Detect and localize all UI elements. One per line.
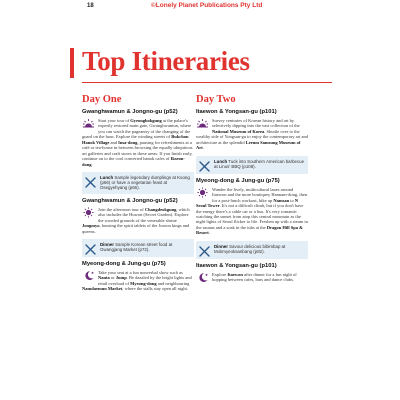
day-two-heading: Day Two	[196, 94, 236, 105]
day-two-column	[196, 94, 308, 288]
dinner-callout: Dinner Savour delicious bibimbap at Mokmyeoksanbang (p82).	[196, 241, 308, 259]
day-two-morning	[196, 109, 308, 151]
section-body: Take your seat at a fun nonverbal show such as Nanta or Jump. Be dazzled by the bright lights and retail overload of Myeong-dong and neighbouring Namdaemun Market, where the stalls stay open all night.	[82, 269, 192, 292]
sun-icon	[82, 118, 95, 129]
page-number: 18	[87, 3, 94, 9]
moon-icon	[82, 270, 95, 281]
section-heading: Myeong-dong & Jung-gu (p75)	[196, 177, 280, 184]
sun-rays-icon	[196, 187, 209, 198]
section-body: Explore Itaewon after dinner for a fun night of hopping between cafes, bars and dance clubs.	[196, 272, 308, 283]
section-body: Wander the lively, multicultural lanes around Itaewon and the more boutiquey Hannam-dong, then for a post-lunch workout, hike up Namsan to N Seoul Tower. It's not a difficult climb, but if you don't have the energy there's a cable car or a bus. It's very romantic watching the sunset from atop this central mountain as the night lights of Seoul flicker to life. Freshen up with a steam in the saunas and a soak in the tubs at the Dragon Hill Spa & Resort.	[196, 186, 308, 236]
fork-knife-icon	[198, 159, 211, 171]
lunch-callout: Lunch Tuck into Southern American barbecue at Linus' BBQ (p108).	[196, 156, 308, 174]
section-body: Survey centuries of Korean history and art by selectively dipping into the vast collection of the National Museum of Korea. Shuttle over to the wealthy side of Yongsan-gu to enjoy the contemporary art and architecture at the splendid Leeum Samsung Museum of Art.	[196, 118, 308, 151]
moon-icon	[196, 272, 209, 283]
fork-knife-icon	[84, 242, 97, 254]
fork-knife-icon	[84, 175, 97, 187]
copyright-notice: ©Lonely Planet Publications Pty Ltd	[151, 2, 263, 9]
fork-knife-icon	[198, 244, 211, 256]
title-rule	[82, 82, 332, 83]
lunch-callout: Lunch Sample legendary dumplings at Koong (p66) or have a vegetarian feast at Osegyehyang (p66).	[82, 172, 194, 194]
section-heading: Itaewon & Yongsan-gu (p101)	[196, 109, 277, 115]
page-title: Top Itineraries	[82, 46, 250, 76]
day-one-column	[82, 94, 194, 297]
day-one-heading: Day One	[82, 94, 122, 105]
day-two-evening	[196, 263, 308, 283]
section-heading: Myeong-dong & Jung-gu (p75)	[82, 260, 166, 267]
section-tab-marker	[70, 48, 74, 78]
section-body: Join the afternoon tour of Changdeokgung, which also includes the Huwon (Secret Garden). Explore the wooded grounds of the venerable shrine Jongmyo, housing the spirit tablets of the Joseon kings and queens.	[82, 206, 190, 234]
section-body: Start your tour of Gyeongbokgung at the palace's expertly restored main gate, Gwanghwamun, where you can watch the pageantry of the changing of the guard on the hour. Explore the winding streets of Bukchon Hanok Village and Insa-dong, pausing for refreshments at a café or tea-house in between browsing the equally ubiquitous art galleries and craft stores in these areas. If you finish early, continue on to the cool converted hanok cafes of Ikseon-dong.	[82, 118, 193, 167]
day-one-morning	[82, 109, 194, 167]
sun-rays-icon	[82, 207, 95, 218]
day-two-afternoon	[196, 178, 308, 236]
sun-icon	[196, 118, 209, 129]
section-heading: Itaewon & Yongsan-gu (p101)	[196, 262, 277, 269]
section-heading: Gwanghwamun & Jongno-gu (p52)	[82, 109, 178, 115]
section-heading: Gwanghwamun & Jongno-gu (p52)	[82, 197, 178, 204]
dinner-callout: Dinner Sample Korean street food at Gwangjang Market (p72).	[82, 239, 194, 257]
day-one-afternoon	[82, 198, 194, 234]
day-one-evening	[82, 261, 194, 292]
